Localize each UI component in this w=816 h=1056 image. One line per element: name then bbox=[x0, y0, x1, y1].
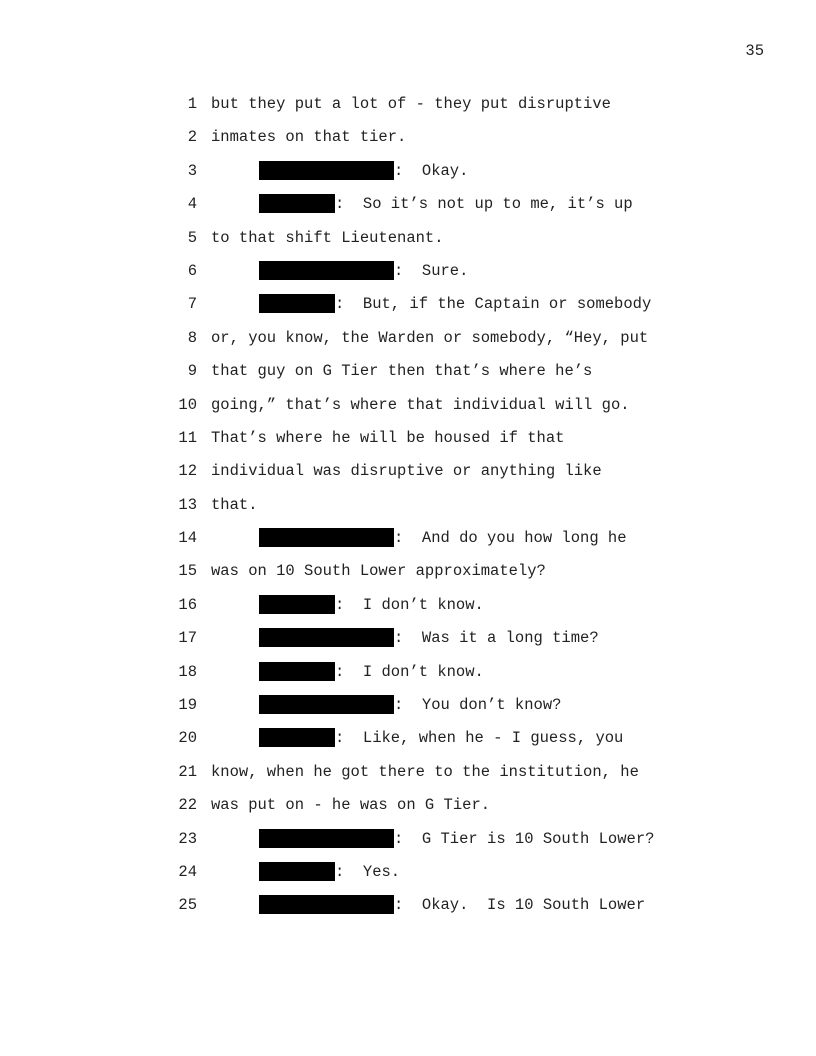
line-number: 20 bbox=[178, 729, 197, 748]
transcript-line bbox=[0, 628, 816, 661]
transcript-line bbox=[0, 728, 816, 761]
transcript-line bbox=[0, 461, 816, 494]
transcript-line bbox=[0, 795, 816, 828]
line-number: 9 bbox=[187, 362, 197, 381]
line-text: Sure. bbox=[421, 261, 469, 280]
redacted-speaker-name bbox=[259, 595, 335, 614]
line-text: that. bbox=[211, 495, 258, 514]
transcript-line bbox=[0, 94, 816, 127]
transcript-line bbox=[0, 428, 816, 461]
redacted-speaker-name bbox=[259, 528, 394, 547]
line-number: 12 bbox=[178, 462, 197, 481]
transcript-line bbox=[0, 127, 816, 160]
line-text: Like, when he - I guess, you bbox=[362, 729, 624, 748]
line-text: was on 10 South Lower approximately? bbox=[211, 562, 546, 581]
transcript-line bbox=[0, 294, 816, 327]
line-number: 25 bbox=[178, 896, 197, 915]
speaker-colon: : bbox=[335, 729, 363, 748]
speaker-colon: : bbox=[335, 295, 363, 314]
line-text: So it’s not up to me, it’s up bbox=[362, 195, 633, 214]
speaker-turn bbox=[259, 728, 623, 748]
transcript-line bbox=[0, 895, 816, 928]
speaker-colon: : bbox=[335, 195, 363, 214]
speaker-colon: : bbox=[394, 696, 422, 715]
line-text: but they put a lot of - they put disruptive bbox=[211, 95, 611, 113]
line-number: 3 bbox=[187, 161, 197, 180]
line-text: that guy on G Tier then that’s where he’s bbox=[211, 362, 593, 381]
speaker-turn bbox=[259, 161, 468, 181]
line-text: But, if the Captain or somebody bbox=[362, 295, 652, 314]
transcript-line bbox=[0, 328, 816, 361]
transcript-line bbox=[0, 662, 816, 695]
speaker-turn bbox=[259, 194, 633, 214]
transcript-line bbox=[0, 194, 816, 227]
line-text: individual was disruptive or anything like bbox=[211, 462, 602, 481]
transcript-line bbox=[0, 862, 816, 895]
transcript-body bbox=[0, 94, 816, 929]
line-number: 6 bbox=[187, 261, 197, 280]
redacted-speaker-name bbox=[259, 829, 394, 848]
transcript-line bbox=[0, 228, 816, 261]
transcript-line bbox=[0, 161, 816, 194]
speaker-colon: : bbox=[394, 829, 422, 848]
transcript-line bbox=[0, 695, 816, 728]
line-number: 17 bbox=[178, 629, 197, 648]
line-text: Okay. bbox=[421, 161, 469, 180]
speaker-colon: : bbox=[394, 896, 422, 915]
line-number: 15 bbox=[178, 562, 197, 581]
line-number: 8 bbox=[187, 328, 197, 347]
redacted-speaker-name bbox=[259, 161, 394, 180]
line-number: 14 bbox=[178, 529, 197, 548]
line-text: to that shift Lieutenant. bbox=[211, 228, 444, 247]
redacted-speaker-name bbox=[259, 695, 394, 714]
redacted-speaker-name bbox=[259, 194, 335, 213]
speaker-turn bbox=[259, 628, 599, 648]
line-number: 7 bbox=[187, 295, 197, 314]
line-text: know, when he got there to the institution, he bbox=[211, 762, 639, 781]
line-number: 23 bbox=[178, 829, 197, 848]
redacted-speaker-name bbox=[259, 728, 335, 747]
redacted-speaker-name bbox=[259, 662, 335, 681]
line-text: going,” that’s where that individual will go. bbox=[211, 395, 630, 414]
line-text: I don’t know. bbox=[362, 662, 484, 681]
line-number: 11 bbox=[178, 428, 197, 447]
speaker-turn bbox=[259, 695, 561, 715]
line-text: Was it a long time? bbox=[421, 629, 599, 648]
speaker-turn bbox=[259, 862, 400, 882]
speaker-turn bbox=[259, 662, 484, 682]
speaker-colon: : bbox=[335, 662, 363, 681]
line-number: 4 bbox=[187, 195, 197, 214]
line-number: 5 bbox=[187, 228, 197, 247]
transcript-line bbox=[0, 762, 816, 795]
line-number: 16 bbox=[178, 595, 197, 614]
line-text: You don’t know? bbox=[421, 696, 562, 715]
line-text: I don’t know. bbox=[362, 595, 484, 614]
line-text: Okay. Is 10 South Lower bbox=[421, 896, 646, 915]
redacted-speaker-name bbox=[259, 294, 335, 313]
speaker-turn bbox=[259, 595, 484, 615]
line-text: G Tier is 10 South Lower? bbox=[421, 829, 655, 848]
line-number: 22 bbox=[178, 796, 197, 815]
redacted-speaker-name bbox=[259, 628, 394, 647]
line-text: was put on - he was on G Tier. bbox=[211, 796, 491, 815]
speaker-colon: : bbox=[335, 862, 363, 881]
speaker-turn bbox=[259, 829, 654, 849]
transcript-line bbox=[0, 528, 816, 561]
line-text: And do you how long he bbox=[421, 529, 627, 548]
transcript-line bbox=[0, 495, 816, 528]
speaker-turn bbox=[259, 528, 627, 548]
redacted-speaker-name bbox=[259, 862, 335, 881]
line-number: 24 bbox=[178, 862, 197, 881]
transcript-line bbox=[0, 261, 816, 294]
speaker-turn bbox=[259, 294, 651, 314]
line-text: or, you know, the Warden or somebody, “Hey, put bbox=[211, 328, 649, 347]
line-text: That’s where he will be housed if that bbox=[211, 428, 565, 447]
transcript-line bbox=[0, 561, 816, 594]
speaker-turn bbox=[259, 261, 468, 281]
transcript-line bbox=[0, 595, 816, 628]
page-number: 35 bbox=[745, 42, 764, 60]
line-number: 13 bbox=[178, 495, 197, 514]
speaker-colon: : bbox=[394, 529, 422, 548]
speaker-turn bbox=[259, 895, 645, 915]
line-text: Yes. bbox=[362, 862, 401, 881]
line-number: 1 bbox=[187, 95, 197, 113]
line-number: 10 bbox=[178, 395, 197, 414]
speaker-colon: : bbox=[394, 629, 422, 648]
speaker-colon: : bbox=[335, 595, 363, 614]
speaker-colon: : bbox=[394, 261, 422, 280]
speaker-colon: : bbox=[394, 161, 422, 180]
line-number: 21 bbox=[178, 762, 197, 781]
line-number: 18 bbox=[178, 662, 197, 681]
transcript-line bbox=[0, 829, 816, 862]
line-number: 2 bbox=[187, 128, 197, 147]
transcript-line bbox=[0, 361, 816, 394]
transcript-line bbox=[0, 395, 816, 428]
redacted-speaker-name bbox=[259, 895, 394, 914]
line-number: 19 bbox=[178, 696, 197, 715]
redacted-speaker-name bbox=[259, 261, 394, 280]
line-text: inmates on that tier. bbox=[211, 128, 407, 147]
